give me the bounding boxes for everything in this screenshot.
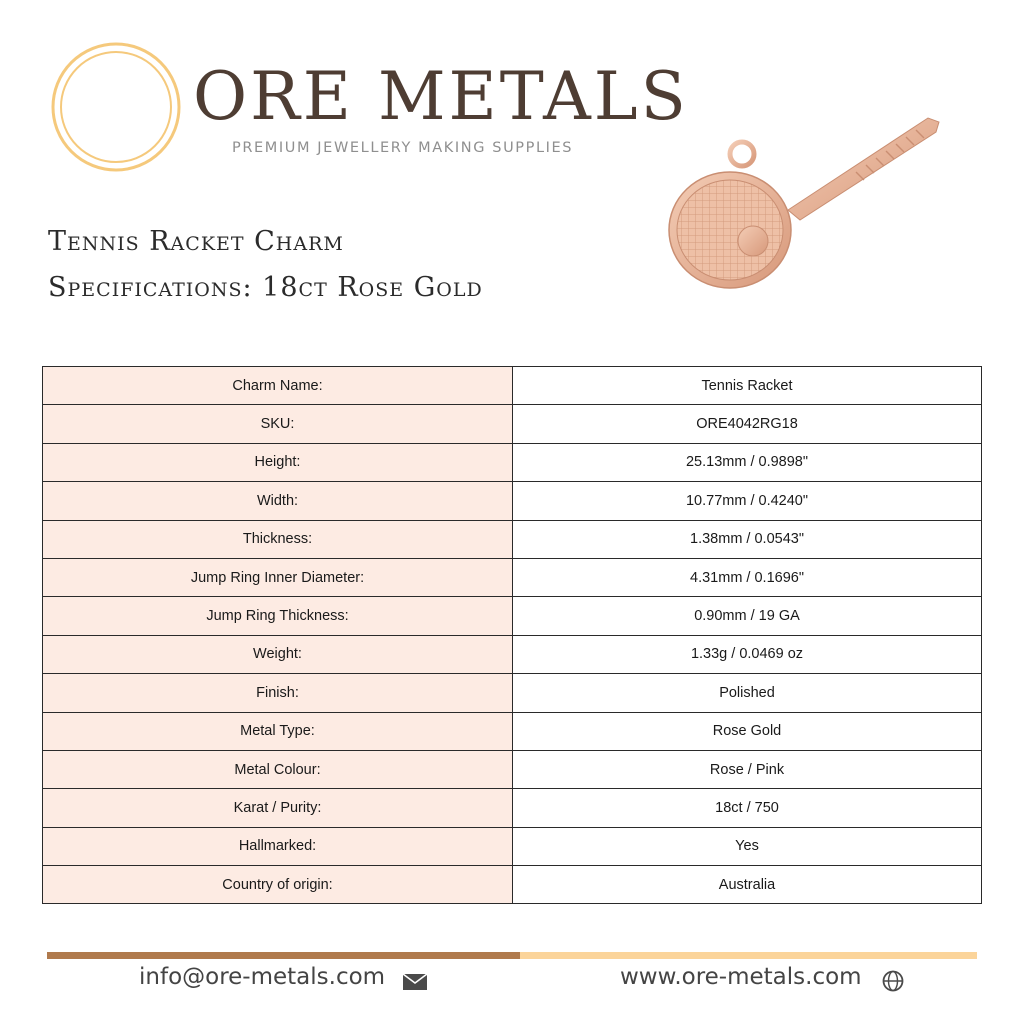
- spec-row: [43, 405, 982, 443]
- spec-value: Yes: [513, 827, 982, 865]
- spec-label: Hallmarked:: [43, 827, 513, 865]
- spec-value: Rose Gold: [513, 712, 982, 750]
- spec-row: [43, 520, 982, 558]
- spec-label: Metal Type:: [43, 712, 513, 750]
- specifications-table: [42, 366, 982, 904]
- spec-label: SKU:: [43, 405, 513, 443]
- spec-value: Australia: [513, 866, 982, 904]
- spec-value: Rose / Pink: [513, 750, 982, 788]
- spec-value: 1.33g / 0.0469 oz: [513, 635, 982, 673]
- envelope-icon: [402, 973, 428, 991]
- brand-name: ORE METALS: [193, 58, 689, 135]
- product-specifications: Specifications: 18ct Rose Gold: [48, 272, 483, 303]
- spec-value: 25.13mm / 0.9898": [513, 443, 982, 481]
- spec-value: 18ct / 750: [513, 789, 982, 827]
- spec-row: [43, 674, 982, 712]
- spec-row: [43, 558, 982, 596]
- logo-ring-icon: [50, 41, 182, 173]
- footer-bar-left: [47, 952, 520, 959]
- spec-row: [43, 750, 982, 788]
- spec-row: [43, 482, 982, 520]
- spec-row: [43, 866, 982, 904]
- footer-email[interactable]: info@ore-metals.com: [139, 964, 386, 990]
- spec-label: Weight:: [43, 635, 513, 673]
- spec-value: 0.90mm / 19 GA: [513, 597, 982, 635]
- spec-label: Finish:: [43, 674, 513, 712]
- footer-website[interactable]: www.ore-metals.com: [620, 964, 862, 990]
- spec-row: [43, 789, 982, 827]
- spec-value: Polished: [513, 674, 982, 712]
- spec-label: Width:: [43, 482, 513, 520]
- spec-value: 4.31mm / 0.1696": [513, 558, 982, 596]
- spec-label: Karat / Purity:: [43, 789, 513, 827]
- spec-value: 1.38mm / 0.0543": [513, 520, 982, 558]
- spec-label: Jump Ring Thickness:: [43, 597, 513, 635]
- spec-row: [43, 597, 982, 635]
- spec-label: Country of origin:: [43, 866, 513, 904]
- tennis-racket-charm-image: [660, 102, 952, 298]
- spec-label: Thickness:: [43, 520, 513, 558]
- spec-row: [43, 712, 982, 750]
- footer-bar-right: [520, 952, 977, 959]
- spec-label: Height:: [43, 443, 513, 481]
- spec-value: 10.77mm / 0.4240": [513, 482, 982, 520]
- brand-tagline: PREMIUM JEWELLERY MAKING SUPPLIES: [232, 140, 574, 156]
- product-title: Tennis Racket Charm: [48, 226, 344, 257]
- spec-label: Metal Colour:: [43, 750, 513, 788]
- spec-row: [43, 827, 982, 865]
- spec-label: Charm Name:: [43, 367, 513, 405]
- spec-row: [43, 367, 982, 405]
- globe-icon: [882, 970, 904, 992]
- spec-value: ORE4042RG18: [513, 405, 982, 443]
- spec-label: Jump Ring Inner Diameter:: [43, 558, 513, 596]
- spec-row: [43, 635, 982, 673]
- spec-row: [43, 443, 982, 481]
- spec-value: Tennis Racket: [513, 367, 982, 405]
